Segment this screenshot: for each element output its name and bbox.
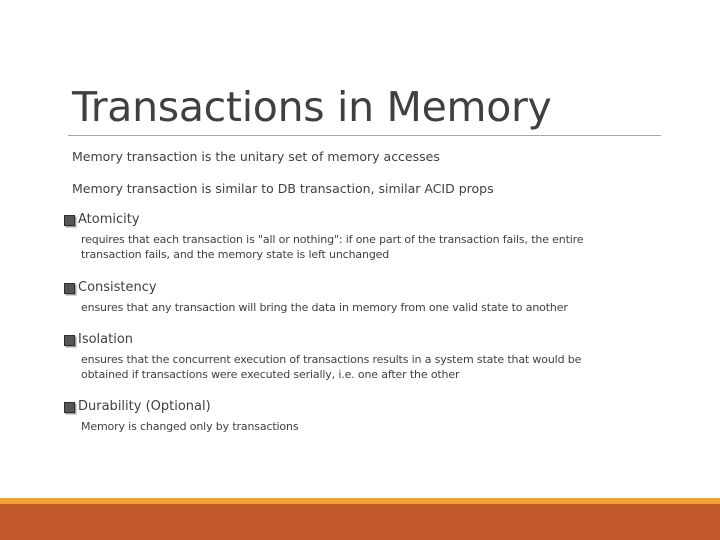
property-durability bbox=[64, 398, 644, 434]
property-name: Durability (Optional) bbox=[78, 399, 211, 414]
title-divider bbox=[68, 135, 661, 136]
description-line: Memory is changed only by transactions bbox=[81, 420, 299, 433]
square-bullet-icon bbox=[64, 402, 75, 413]
description-line: obtained if transactions were executed serially, i.e. one after the other bbox=[81, 368, 460, 381]
slide-title: Transactions in Memory bbox=[72, 83, 552, 131]
property-name: Isolation bbox=[78, 332, 134, 347]
property-name: Consistency bbox=[78, 280, 157, 295]
square-bullet-icon bbox=[64, 283, 75, 294]
intro-line-1: Memory transaction is the unitary set of memory accesses bbox=[72, 149, 440, 164]
property-name: Atomicity bbox=[78, 212, 140, 227]
property-description bbox=[81, 352, 641, 382]
property-consistency bbox=[64, 279, 644, 315]
property-atomicity bbox=[64, 211, 644, 262]
property-description bbox=[81, 232, 641, 262]
property-description bbox=[81, 300, 641, 315]
description-line: ensures that any transaction will bring the data in memory from one valid state to another bbox=[81, 301, 568, 314]
property-heading bbox=[64, 211, 644, 229]
property-isolation bbox=[64, 331, 644, 382]
square-bullet-icon bbox=[64, 215, 75, 226]
square-bullet-icon bbox=[64, 335, 75, 346]
property-heading bbox=[64, 279, 644, 297]
description-line: ensures that the concurrent execution of transactions results in a system state that would be bbox=[81, 353, 582, 366]
property-heading bbox=[64, 398, 644, 416]
footer-band bbox=[0, 504, 720, 540]
description-line: requires that each transaction is "all or nothing": if one part of the transaction fails, the entire bbox=[81, 233, 584, 246]
property-description bbox=[81, 419, 641, 434]
property-heading bbox=[64, 331, 644, 349]
intro-line-2: Memory transaction is similar to DB transaction, similar ACID props bbox=[72, 181, 494, 196]
description-line: transaction fails, and the memory state is left unchanged bbox=[81, 248, 390, 261]
